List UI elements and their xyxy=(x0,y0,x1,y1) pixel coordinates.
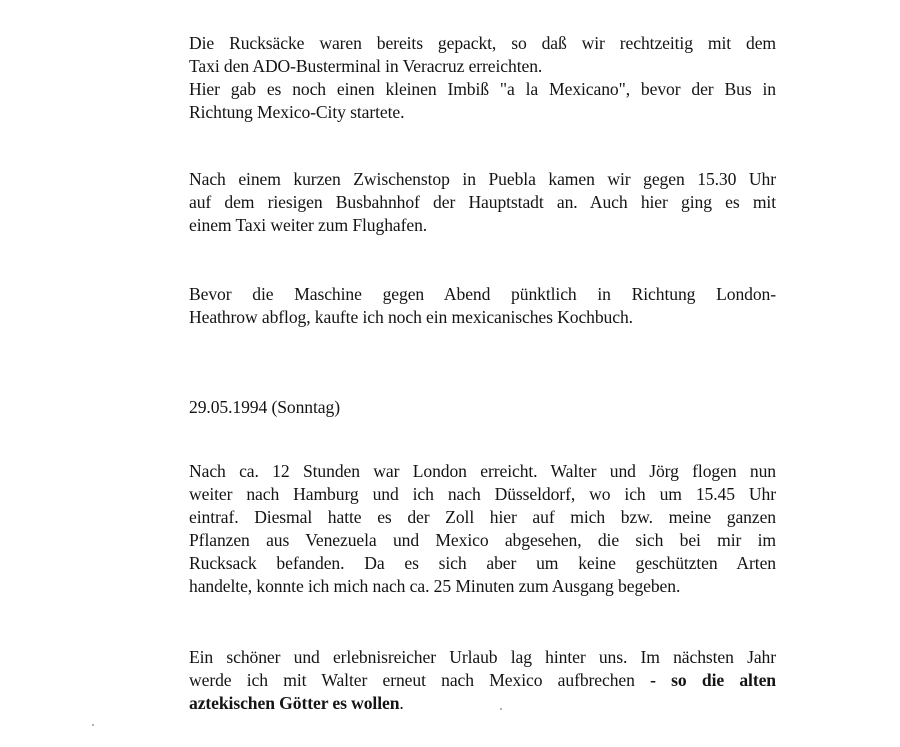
text-line: Heathrow abflog, kaufte ich noch ein mexicanisches Kochbuch. xyxy=(189,307,633,327)
text-line: einem Taxi weiter zum Flughafen. xyxy=(189,215,428,235)
paragraph-flight-london xyxy=(189,283,776,329)
text-line: Ein schöner und erlebnisreicher Urlaub lag hinter uns. Im nächsten Jahr xyxy=(189,647,776,667)
paragraph-puebla-stop xyxy=(189,168,776,237)
text-line: Rucksack befanden. Da es sich aber um keine geschützten Arten xyxy=(189,553,776,573)
paragraph-arrival-duesseldorf xyxy=(189,460,776,598)
paragraph-departure-veracruz xyxy=(189,32,776,124)
text-bold: - so die alten xyxy=(650,670,776,690)
date-heading xyxy=(189,396,776,419)
text-line-mixed xyxy=(189,692,776,715)
text-line: weiter nach Hamburg und ich nach Düsseldorf, wo ich um 15.45 Uhr xyxy=(189,484,776,504)
text-line: eintraf. Diesmal hatte es der Zoll hier auf mich bzw. meine ganzen xyxy=(189,507,776,527)
date-line: 29.05.1994 (Sonntag) xyxy=(189,397,340,417)
text-line: Nach ca. 12 Stunden war London erreicht. Walter und Jörg flogen nun xyxy=(189,461,776,481)
text-bold: aztekischen Götter es wollen xyxy=(189,693,400,713)
text-line: Bevor die Maschine gegen Abend pünktlich in Richtung London- xyxy=(189,284,776,304)
text-line-mixed xyxy=(189,669,776,692)
text-line: Pflanzen aus Venezuela und Mexico abgesehen, die sich bei mir im xyxy=(189,530,776,550)
text-line: Hier gab es noch einen kleinen Imbiß "a la Mexicano", bevor der Bus in xyxy=(189,79,776,99)
text-line: auf dem riesigen Busbahnhof der Hauptstadt an. Auch hier ging es mit xyxy=(189,192,776,212)
text-line: Richtung Mexico-City startete. xyxy=(189,102,405,122)
text-normal: . xyxy=(399,693,404,713)
scan-speck xyxy=(500,708,502,710)
text-line: Die Rucksäcke waren bereits gepackt, so daß wir rechtzeitig mit dem xyxy=(189,33,776,53)
text-line: handelte, konnte ich mich nach ca. 25 Minuten zum Ausgang begeben. xyxy=(189,576,681,596)
paragraph-conclusion xyxy=(189,646,776,715)
text-line: Taxi den ADO-Busterminal in Veracruz erreichten. xyxy=(189,56,543,76)
text-normal: werde ich mit Walter erneut nach Mexico aufbrechen xyxy=(189,670,651,690)
scan-speck xyxy=(92,724,94,726)
text-line: Nach einem kurzen Zwischenstop in Puebla kamen wir gegen 15.30 Uhr xyxy=(189,169,776,189)
